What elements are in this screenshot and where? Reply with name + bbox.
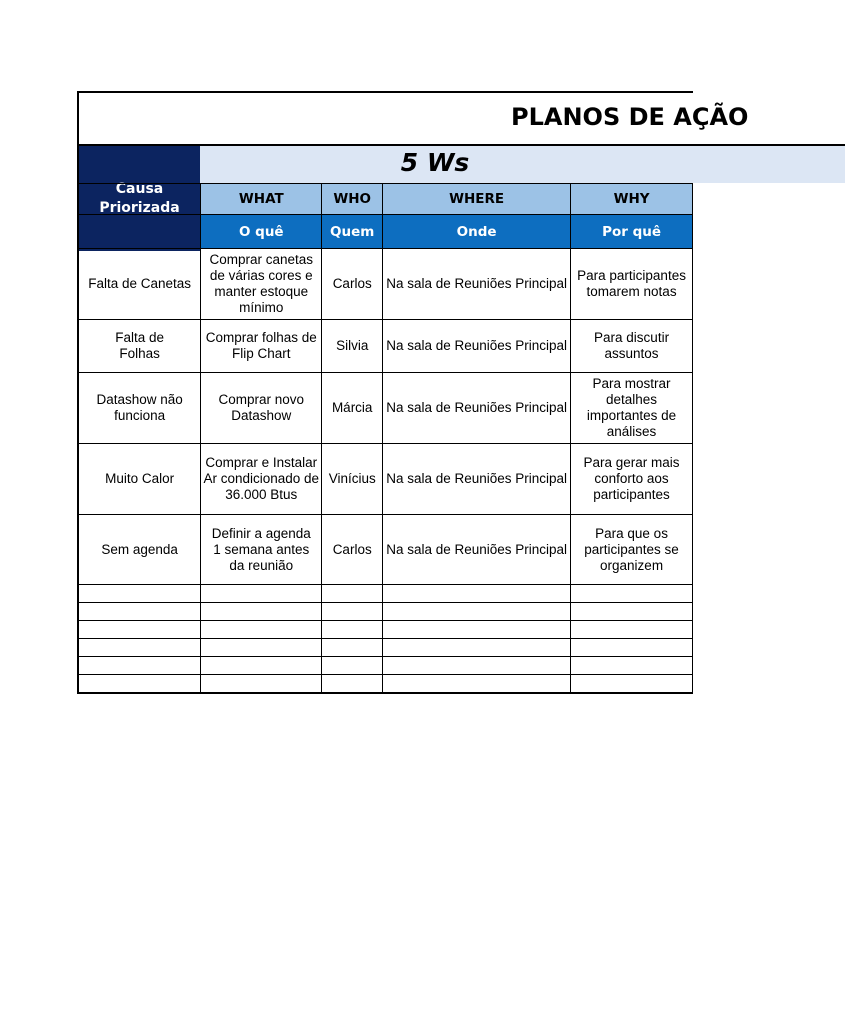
cell-causa: Sem agenda — [78, 515, 201, 585]
cell-where: Na sala de Reuniões Principal — [383, 515, 571, 585]
cell-where: Na sala de Reuniões Principal — [383, 444, 571, 515]
cell-where: Na sala de Reuniões Principal — [383, 249, 571, 320]
causa-header-label: Causa Priorizada — [99, 180, 180, 216]
col-where-subheader: Onde — [383, 215, 571, 249]
empty-row — [78, 621, 693, 639]
cell-what: Comprar novo Datashow — [201, 373, 322, 444]
cell-what: Comprar canetas de várias cores e manter estoque mínimo — [201, 249, 322, 320]
cell-who: Carlos — [322, 249, 383, 320]
col-what-subheader: O quê — [201, 215, 322, 249]
table-row — [78, 515, 693, 585]
action-plan-table — [77, 183, 693, 694]
five-ws-band — [200, 144, 845, 183]
cell-what: Definir a agenda 1 semana antes da reunião — [201, 515, 322, 585]
empty-row — [78, 675, 693, 693]
header-row-en — [78, 184, 693, 215]
table-row — [78, 249, 693, 320]
cell-causa: Falta de Folhas — [78, 320, 201, 373]
empty-row — [78, 603, 693, 621]
cell-what: Comprar e Instalar Ar condicionado de 36.000 Btus — [201, 444, 322, 515]
col-why-subheader: Por quê — [571, 215, 693, 249]
cell-where: Na sala de Reuniões Principal — [383, 373, 571, 444]
cell-who: Carlos — [322, 515, 383, 585]
empty-row — [78, 639, 693, 657]
cell-why: Para que os participantes se organizem — [571, 515, 693, 585]
cell-where: Na sala de Reuniões Principal — [383, 320, 571, 373]
action-plan-sheet — [77, 91, 749, 701]
five-ws-header: 5 Ws — [400, 148, 470, 177]
cell-who: Vinícius — [322, 444, 383, 515]
col-what-header: WHAT — [201, 184, 322, 215]
col-who-subheader: Quem — [322, 215, 383, 249]
table-row — [78, 444, 693, 515]
cell-why: Para discutir assuntos — [571, 320, 693, 373]
cell-causa: Falta de Canetas — [78, 249, 201, 320]
cell-why: Para gerar mais conforto aos participantes — [571, 444, 693, 515]
table-row — [78, 373, 693, 444]
cell-causa: Muito Calor — [78, 444, 201, 515]
col-who-header: WHO — [322, 184, 383, 215]
cell-why: Para mostrar detalhes importantes de análises — [571, 373, 693, 444]
cell-who: Silvia — [322, 320, 383, 373]
empty-row — [78, 657, 693, 675]
col-why-header: WHY — [571, 184, 693, 215]
table-row — [78, 320, 693, 373]
title-row — [77, 91, 749, 144]
cell-why: Para participantes tomarem notas — [571, 249, 693, 320]
cell-causa: Datashow não funciona — [78, 373, 201, 444]
header-row-pt — [78, 215, 693, 249]
empty-row — [78, 585, 693, 603]
cell-what: Comprar folhas de Flip Chart — [201, 320, 322, 373]
page-title: PLANOS DE AÇÃO — [511, 103, 749, 131]
cell-who: Márcia — [322, 373, 383, 444]
col-where-header: WHERE — [383, 184, 571, 215]
